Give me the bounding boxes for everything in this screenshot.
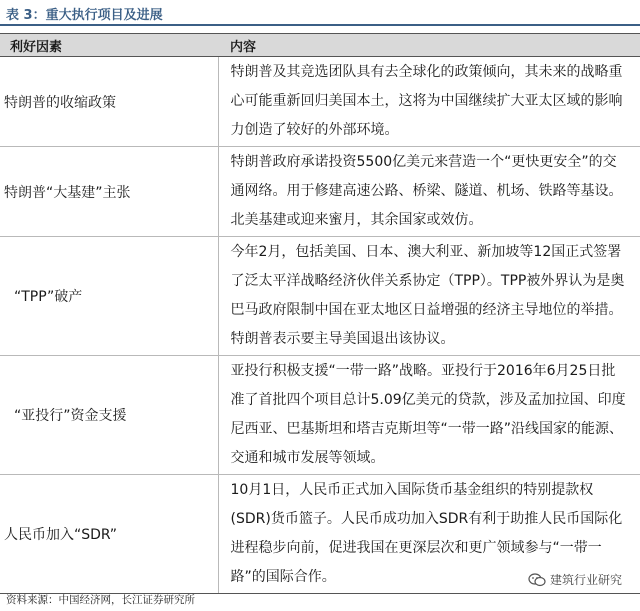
project-table [0, 33, 640, 594]
table-title: 表 3：重大执行项目及进展 [6, 8, 163, 23]
wechat-icon [528, 573, 546, 587]
title-divider [0, 24, 640, 26]
watermark [524, 569, 626, 590]
factor-cell: “亚投行”资金支援 [0, 356, 218, 475]
table-header-row [0, 34, 640, 57]
content-cell: 特朗普及其竞选团队具有去全球化的政策倾向，其未来的战略重心可能重新回归美国本土，这将为中国继续扩大亚太区域的影响力创造了较好的外部环境。 [218, 57, 640, 147]
table-row [0, 356, 640, 475]
factor-cell: 人民币加入“SDR” [0, 475, 218, 594]
watermark-text: 建筑行业研究 [549, 573, 622, 587]
content-cell: 今年2月，包括美国、日本、澳大利亚、新加坡等12国正式签署了泛太平洋战略经济伙伴关系协定（TPP）。TPP被外界认为是奥巴马政府限制中国在亚太地区日益增强的经济主导地位的举措。特朗普表示要主导美国退出该协议。 [218, 237, 640, 356]
content-cell: 10月1日，人民币正式加入国际货币基金组织的特别提款权(SDR)货币篮子。人民币成功加入SDR有利于助推人民币国际化进程稳步向前，促进我国在更深层次和更广领域参与“一带一路”的国际合作。 [218, 475, 640, 594]
table-row [0, 57, 640, 147]
content-cell: 特朗普政府承诺投资5500亿美元来营造一个“更快更安全”的交通网络。用于修建高速公路、桥梁、隧道、机场、铁路等基设。北美基建或迎来蜜月，其余国家或效仿。 [218, 147, 640, 237]
factor-cell: 特朗普的收缩政策 [0, 57, 218, 147]
source-note: 资料来源：中国经济网，长江证券研究所 [6, 594, 195, 606]
column-header-content: 内容 [218, 34, 640, 57]
column-header-factor: 利好因素 [0, 34, 218, 57]
factor-cell: “TPP”破产 [0, 237, 218, 356]
table-row [0, 237, 640, 356]
content-cell: 亚投行积极支援“一带一路”战略。亚投行于2016年6月25日批准了首批四个项目总计5.09亿美元的贷款，涉及孟加拉国、印度尼西亚、巴基斯坦和塔吉克斯坦等“一带一路”沿线国家的能源、交通和城市发展等领域。 [218, 356, 640, 475]
table-row [0, 147, 640, 237]
factor-cell: 特朗普“大基建”主张 [0, 147, 218, 237]
